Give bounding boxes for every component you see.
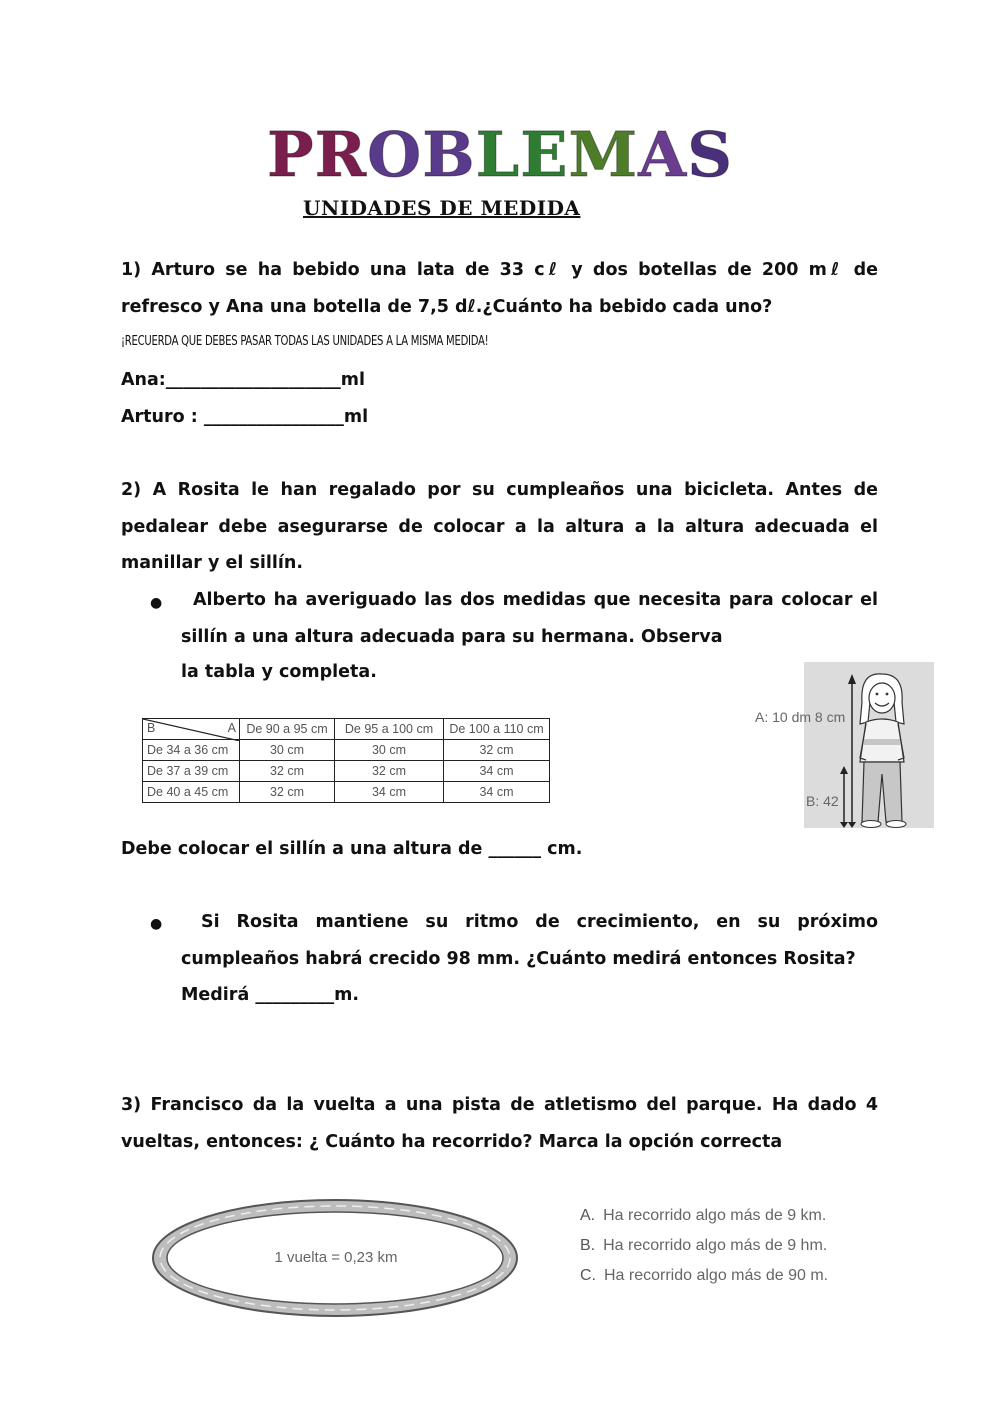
option-letter: A.: [580, 1207, 596, 1224]
option-letter: B.: [580, 1237, 596, 1254]
title-letter: L: [475, 118, 521, 191]
table-cell: 34 cm: [335, 782, 444, 803]
table-row-header: De 37 a 39 cm: [143, 761, 240, 782]
problem-3-text: 3) Francisco da la vuelta a una pista de atletismo del parque. Ha dado 4 vueltas, entonces: ¿ Cuánto ha recorrido? Marca la opción correcta: [121, 1095, 878, 1152]
option-text: Ha recorrido algo más de 9 km.: [603, 1207, 827, 1224]
option-text: Ha recorrido algo más de 90 m.: [604, 1267, 829, 1284]
figure-label-b: B: 42: [806, 793, 839, 809]
answer-seat-height[interactable]: Debe colocar el sillín a una altura de ______ cm.: [121, 839, 583, 859]
track-label: 1 vuelta = 0,23 km: [274, 1249, 398, 1266]
measurement-table: [142, 718, 550, 803]
title-letter: O: [367, 118, 423, 191]
bullet-2-text: Si Rosita mantiene su ritmo de crecimiento, en su próximo cumpleaños habrá crecido 98 mm. ¿Cuánto medirá entonces Rosita?: [181, 912, 878, 969]
problem-1-text: 1) Arturo se ha bebido una lata de 33 cℓ y dos botellas de 200 mℓ de refresco y Ana una botella de 7,5 dℓ.¿Cuánto ha bebido cada uno?: [121, 260, 878, 317]
table-cell: 32 cm: [240, 782, 335, 803]
title-letter: P: [267, 118, 315, 191]
table-cell: 34 cm: [444, 761, 550, 782]
option-a[interactable]: [580, 1207, 826, 1225]
table-col-header: De 90 a 95 cm: [240, 719, 335, 740]
table-col-header: De 95 a 100 cm: [335, 719, 444, 740]
answer-future-height[interactable]: Medirá _________m.: [181, 985, 359, 1005]
table-row: [143, 782, 550, 803]
title-letter: B: [422, 118, 476, 191]
page-title: [0, 118, 1000, 191]
title-letter: S: [687, 118, 733, 191]
table-corner-b: B: [147, 721, 156, 735]
table-cell: 30 cm: [240, 740, 335, 761]
option-b[interactable]: [580, 1237, 827, 1255]
problem-2-text: 2) A Rosita le han regalado por su cumpleaños una bicicleta. Antes de pedalear debe asegurarse de colocar a la altura a la altura adecuada el manillar y el sillín.: [121, 480, 878, 573]
answer-arturo[interactable]: Arturo : ________________ml: [121, 407, 369, 427]
option-text: Ha recorrido algo más de 9 hm.: [603, 1237, 828, 1254]
table-cell: 34 cm: [444, 782, 550, 803]
title-letter: E: [520, 118, 569, 191]
table-row: [143, 740, 550, 761]
bullet-1-text: Alberto ha averiguado las dos medidas que necesita para colocar el sillín a una altura adecuada para su hermana. Observa: [181, 590, 878, 647]
table-corner-cell: [143, 719, 240, 740]
bullet-1-text-end: la tabla y completa.: [181, 662, 377, 682]
table-cell: 30 cm: [335, 740, 444, 761]
title-letter: R: [314, 118, 368, 191]
problem-1-reminder: ¡RECUERDA QUE DEBES PASAR TODAS LAS UNIDADES A LA MISMA MEDIDA!: [121, 334, 489, 349]
diagonal-line: [143, 719, 240, 741]
running-track-icon: [150, 1197, 522, 1325]
table-row-header: De 34 a 36 cm: [143, 740, 240, 761]
page-subtitle: UNIDADES DE MEDIDA: [303, 196, 581, 220]
table-corner-a: A: [227, 721, 236, 735]
table-cell: 32 cm: [335, 761, 444, 782]
table-col-header: De 100 a 110 cm: [444, 719, 550, 740]
title-letter: A: [638, 118, 688, 191]
table-row-header: De 40 a 45 cm: [143, 782, 240, 803]
bullet-dot-icon: ●: [150, 916, 163, 932]
table-cell: 32 cm: [240, 761, 335, 782]
option-letter: C.: [580, 1267, 596, 1284]
answer-ana[interactable]: Ana:____________________ml: [121, 370, 366, 390]
table-row: [143, 761, 550, 782]
table-cell: 32 cm: [444, 740, 550, 761]
option-c[interactable]: [580, 1267, 828, 1285]
title-letter: M: [568, 118, 639, 191]
bullet-dot-icon: ●: [150, 595, 163, 611]
figure-label-a: A: 10 dm 8 cm: [755, 709, 846, 725]
